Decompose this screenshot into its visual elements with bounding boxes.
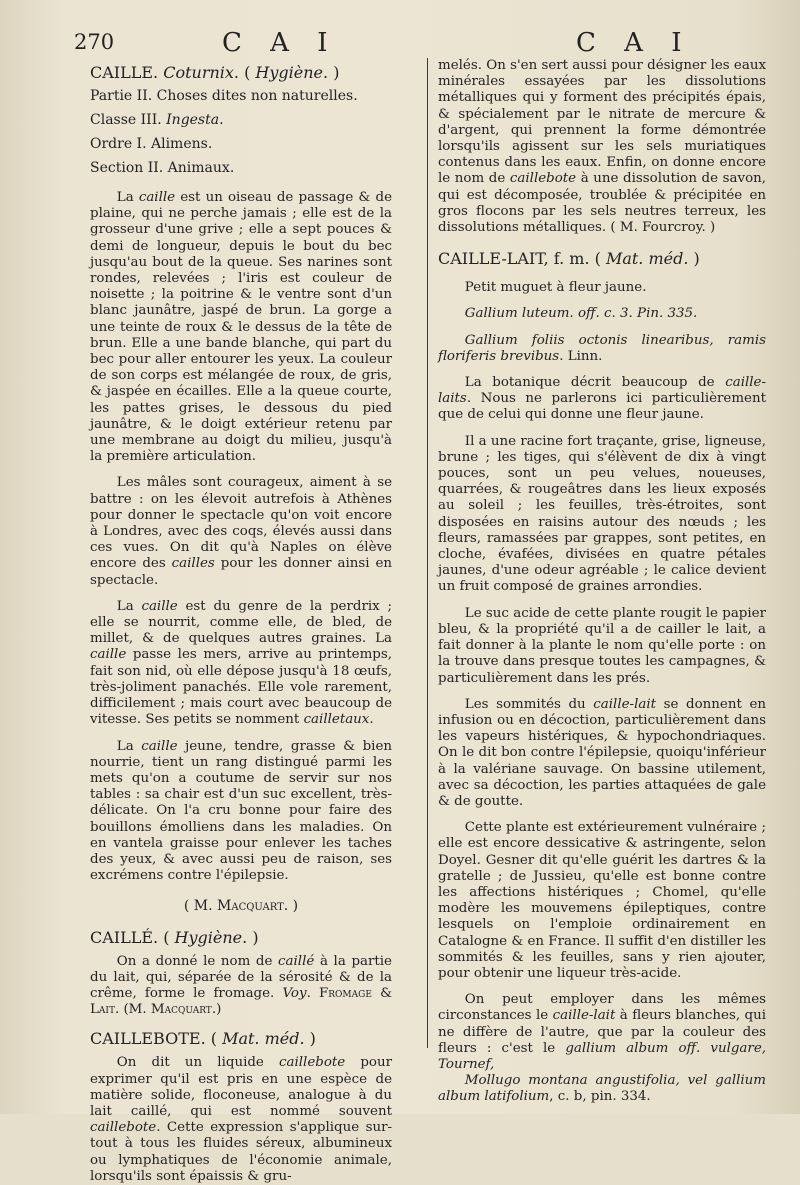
paragraph: Il a une racine fort traçante, grise, ligneuse, brune ; les tiges, qui s'élèvent de dix à vingt pouces, sont un peu velues, noueuses, quarrées, & rougeâtres dans les lieux exposés au soleil ; les feuilles, très-étroites, sont disposées en raisins autour des nœuds ; les fleurs, ramassées par grappes, sont petites, en cloche, évafées, divisées en quatre pétales jaunes, d'une odeur agréable ; le calice devient un fruit composé de graines arrondies. (438, 433, 766, 595)
paragraph: Le suc acide de cette plante rougit le papier bleu, & la propriété qu'il a de cailler le lait, a fait donner à la plante le nom qu'elle porte : on la trouve dans presque toutes les campagnes, & particulièrement dans les prés. (438, 605, 766, 686)
column-divider (427, 58, 428, 1048)
classification-partie: Partie II. Choses dites non naturelles. (90, 88, 358, 104)
paragraph: La caille est un oiseau de passage & de plaine, qui ne perche jamais ; elle est de la grosseur d'une grive ; elle a sept pouces & demi de longueur, depuis le bout du bec jusqu'au bout de la queue. Ses narines sont rondes, relevées ; l'iris est couleur de noisette ; la poitrine & le ventre sont d'un blanc jaunâtre, jaspé de brun. La gorge a une teinte de roux & le dessus de la tête de brun. Elle a une bande blanche, qui part du bec pour aller entourer les yeux. La couleur de son corps est mélangée de roux, de gris, & jaspée en écailles. Elle a la queue courte, les pattes grises, le dessous du pied jaunâtre, & le doigt extérieur retenu par une membrane au doigt du milieu, jusqu'à la première articulation. (90, 190, 392, 465)
running-head-right: C A I (576, 28, 692, 58)
entry-title-caille-lait: CAILLE-LAIT, f. m. ( Mat. méd. ) (438, 249, 700, 269)
paragraph: La caille est du genre de la perdrix ; elle se nourrit, comme elle, de bled, de millet, & de quelques autres graines. La caille passe les mers, arrive au printemps, fait son nid, où elle dépose jusqu'à 18 œufs, très-joliment panachés. Elle vole rarement, difficilement ; mais court avec beaucoup de vitesse. Ses petits se nomment cailletaux. (90, 598, 392, 728)
entry-title-caille: CAILLE. Coturnix. ( Hygiène. ) (90, 63, 340, 82)
synonym: Petit muguet à fleur jaune. (464, 280, 647, 296)
synonym: Gallium foliis octonis linearibus, ramis floriferis brevibus. Linn. (438, 332, 766, 364)
paragraph: melés. On s'en sert aussi pour désigner les eaux minérales essayées par les dissolutions métalliques qui y forment des précipités épais, & spécialement par le nitrate de mercure & d'argent, qui prennent la forme démontrée lorsqu'ils agissent sur les sels muriatiques contenus dans les eaux. Enfin, on donne encore le nom de caillebote à une dissolution de savon, qui est décomposée, troublée & précipitée en gros flocons par les sels neutres terreux, les dissolutions métalliques. ( M. Fourcroy. ) (438, 58, 767, 236)
classification-section: Section II. Animaux. (90, 160, 235, 176)
entry-title-caillebote: CAILLEBOTE. ( Mat. méd. ) (90, 1029, 316, 1049)
paragraph: La botanique décrit beaucoup de caille-laits. Nous ne parlerons ici particulièrement que de celui qui donne une fleur jaune. (438, 375, 766, 423)
paragraph: Les sommités du caille-lait se donnent en infusion ou en décoction, particulièrement dans les vapeurs histériques, & hypochondriaques. On le dit bon contre l'épilepsie, quoiqu'inférieur à la valériane sauvage. On bassine utilement, avec sa décoction, les parties attaquées de gale & de goutte. (438, 696, 766, 809)
classification-classe: Classe III. Ingesta. (90, 112, 224, 128)
paragraph: Les mâles sont courageux, aiment à se battre : on les élevoit autrefois à Athènes pour donner le spectacle qu'on voit encore à Londres, avec des coqs, élevés aussi dans ces vues. On dit qu'à Naples on élève encore des cailles pour les donner ainsi en spectacle. (90, 475, 392, 588)
entry-title-caille-2: CAILLÉ. ( Hygiène. ) (90, 927, 259, 947)
synonym: Gallium luteum. off. c. 3. Pin. 335. (464, 306, 698, 322)
paragraph: Mollugo montana angustifolia, vel gallium album latifolium, c. b, pin. 334. (438, 1073, 766, 1105)
running-head-left: C A I (222, 28, 338, 58)
right-column (438, 58, 766, 1106)
left-column (90, 58, 392, 1185)
paragraph: Cette plante est extérieurement vulnéraire ; elle est encore dessicative & astringente, selon Doyel. Gesner dit qu'elle guérit les dartres & la gratelle ; de Jussieu, qu'elle est bonne contre les affections histériques ; Chomel, qu'elle modère les mouvemens épileptiques, contre lesquels on l'emploie ordinairement en Catalogne & en France. Il suffit d'en distiller les sommités & les feuilles, sans y rien ajouter, pour obtenir une liqueur très-acide. (438, 820, 766, 981)
paragraph: On peut employer dans les mêmes circonstances le caille-lait à fleurs blanches, qui ne diffère de l'autre, que par la couleur des fleurs : c'est le gallium album off. vulgare, Tournef, (438, 992, 766, 1072)
classification-ordre: Ordre I. Alimens. (90, 136, 213, 152)
paragraph: On a donné le nom de caillé à la partie du lait, qui, séparée de la sérosité & de la crême, forme le fromage. Voy. Fromage & Lait. (M. Macquart.) (90, 953, 392, 1018)
paragraph: On dit un liquide caillebote pour exprimer qu'il est pris en une espèce de matière solide, floconeuse, analogue à du lait caillé, qui est nommé souvent caillebote. Cette expression s'applique sur-tout à tous les fluides séreux, albumineux ou lymphatiques de l'économie animale, lorsqu'ils sont épaissis & gru- (90, 1055, 393, 1184)
page-number: 270 (74, 30, 115, 54)
paragraph: La caille jeune, tendre, grasse & bien nourrie, tient un rang distingué parmi les mets qu'on a coutume de servir sur nos tables : sa chair est d'un suc excellent, très-délicate. On l'a cru bonne pour faire des bouillons émolliens dans les maladies. On en vantela graisse pour enlever les taches des yeux, & avec aussi peu de raison, ses excrémens contre l'épilepsie. (90, 738, 392, 884)
author-signature: ( M. Macquart. ) (183, 898, 299, 915)
